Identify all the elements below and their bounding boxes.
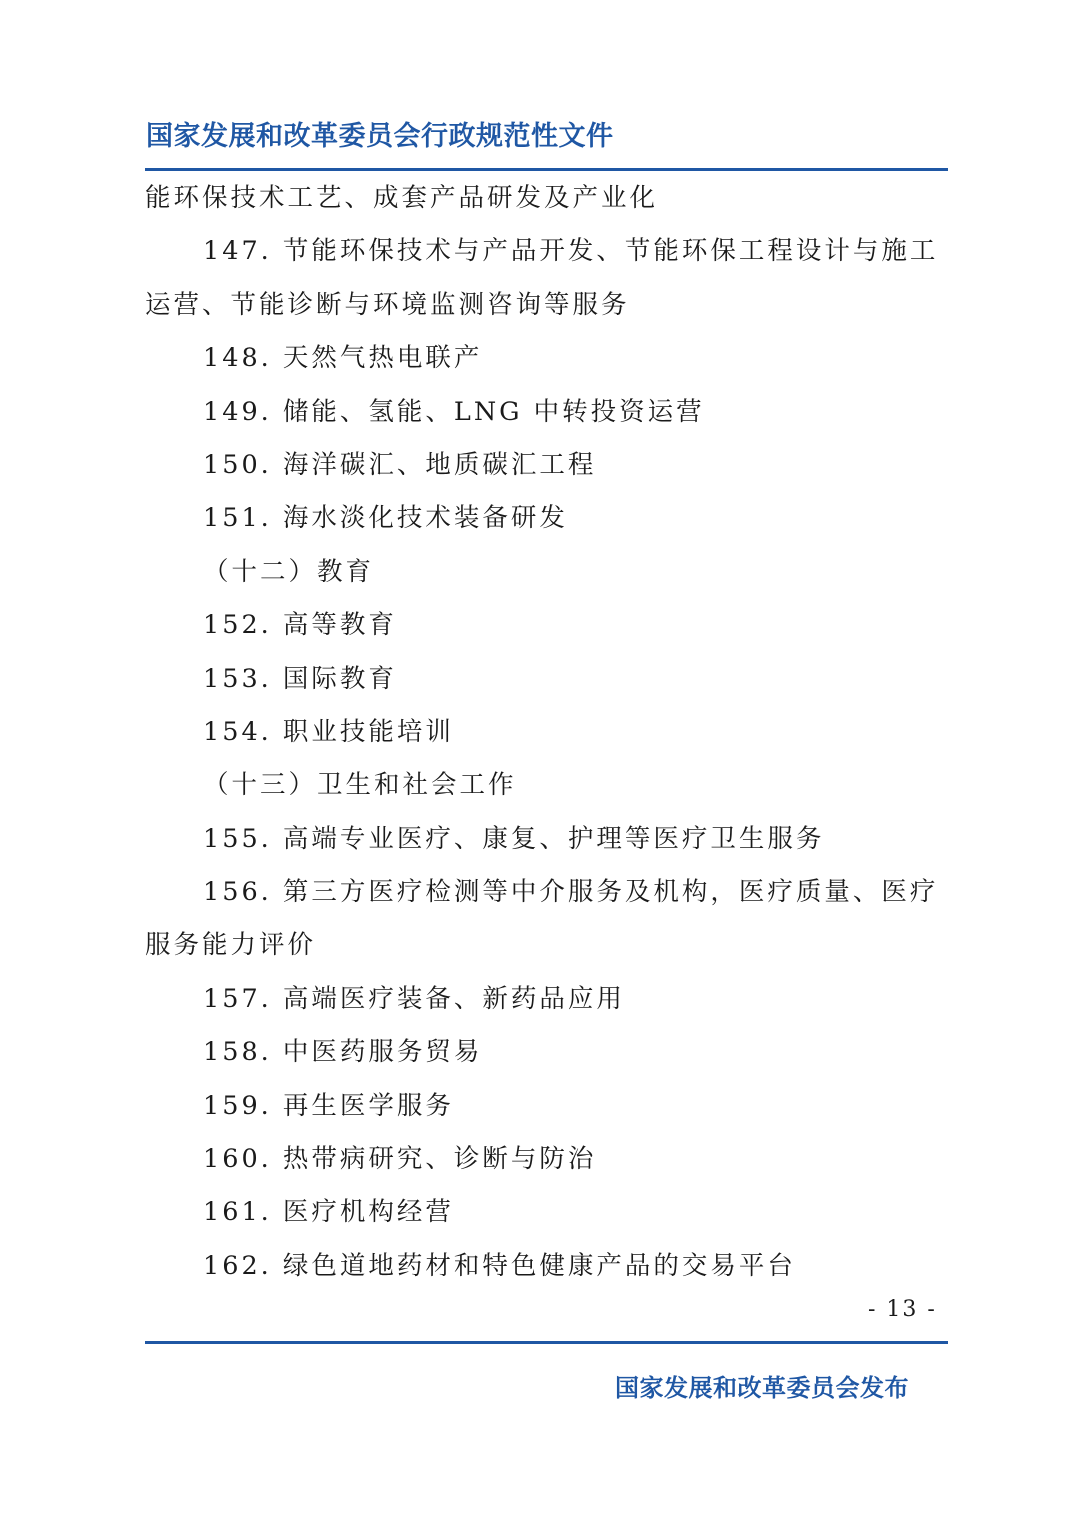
list-item: 158. 中医药服务贸易 [203, 1037, 483, 1068]
list-item: 162. 绿色道地药材和特色健康产品的交易平台 [203, 1250, 796, 1281]
list-item: 152. 高等教育 [203, 610, 397, 641]
list-item: 161. 医疗机构经营 [203, 1197, 454, 1228]
list-item: 149. 储能、氢能、LNG 中转投资运营 [203, 396, 705, 427]
page-number: - 13 - [868, 1297, 937, 1322]
list-item: 160. 热带病研究、诊断与防治 [203, 1144, 597, 1175]
list-item: 148. 天然气热电联产 [203, 343, 483, 374]
list-item: 154. 职业技能培训 [203, 716, 454, 747]
body-line: 服务能力评价 [145, 930, 317, 961]
body-line: 运营、节能诊断与环境监测咨询等服务 [145, 289, 630, 320]
list-item: 147. 节能环保技术与产品开发、节能环保工程设计与施工 [203, 236, 939, 267]
list-item: 159. 再生医学服务 [203, 1090, 454, 1121]
footer-divider [145, 1341, 948, 1344]
document-body [145, 172, 945, 1293]
list-item: 151. 海水淡化技术装备研发 [203, 503, 568, 534]
list-item: 150. 海洋碳汇、地质碳汇工程 [203, 449, 597, 480]
list-item: 156. 第三方医疗检测等中介服务及机构，医疗质量、医疗 [203, 877, 939, 908]
section-heading: （十二）教育 [203, 556, 375, 587]
list-item: 157. 高端医疗装备、新药品应用 [203, 983, 625, 1014]
section-heading: （十三）卫生和社会工作 [203, 770, 517, 801]
list-item: 155. 高端专业医疗、康复、护理等医疗卫生服务 [203, 823, 825, 854]
header-divider [145, 168, 948, 171]
footer-publisher: 国家发展和改革委员会发布 [615, 1374, 909, 1402]
page-header-title: 国家发展和改革委员会行政规范性文件 [146, 121, 614, 152]
list-item: 153. 国际教育 [203, 663, 397, 694]
body-line: 能环保技术工艺、成套产品研发及产业化 [145, 183, 659, 213]
